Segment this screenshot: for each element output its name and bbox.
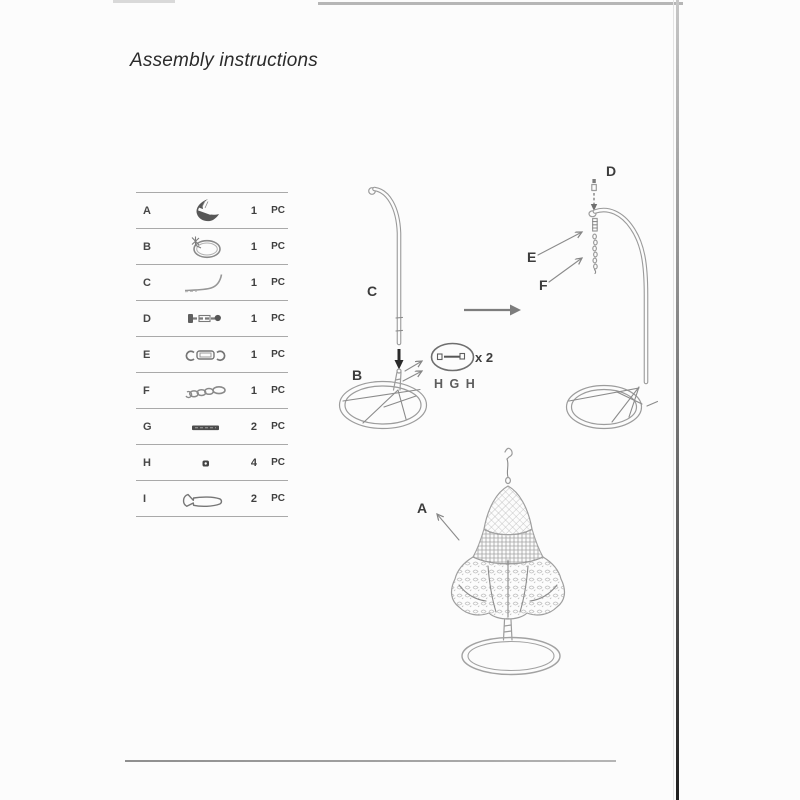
part-letter: F bbox=[143, 384, 150, 397]
part-unit: PC bbox=[271, 457, 285, 468]
parts-table-row bbox=[136, 192, 288, 228]
pin-label: D bbox=[606, 163, 617, 179]
part-qty: 1 bbox=[250, 312, 257, 325]
part-unit: PC bbox=[271, 241, 285, 252]
curved-pole-icon bbox=[167, 270, 243, 296]
step2-stand-assembled bbox=[527, 163, 658, 429]
parts-table-row bbox=[136, 480, 288, 517]
part-unit: PC bbox=[271, 385, 285, 396]
spring-link-icon bbox=[167, 342, 243, 368]
part-qty: 4 bbox=[250, 456, 257, 469]
part-letter: H bbox=[143, 456, 151, 469]
part-qty: 2 bbox=[250, 420, 257, 433]
part-qty: 1 bbox=[250, 240, 257, 253]
bolt-pin-icon bbox=[167, 306, 243, 332]
spring-chain-illustration bbox=[593, 219, 598, 274]
parts-table-row bbox=[136, 336, 288, 372]
hanging-chair-icon bbox=[167, 198, 243, 224]
chair-label: A bbox=[417, 500, 428, 516]
insert-down-arrow bbox=[395, 349, 404, 370]
hardware-callout bbox=[432, 344, 494, 392]
base-ring-assembled-illustration bbox=[567, 386, 658, 429]
part-qty: 1 bbox=[250, 204, 257, 217]
wrench-icon bbox=[167, 486, 243, 512]
parts-table bbox=[136, 192, 288, 517]
hanging-chair-illustration bbox=[452, 448, 565, 674]
page-title: Assembly instructions bbox=[130, 50, 318, 71]
part-letter: I bbox=[143, 492, 147, 505]
part-qty: 1 bbox=[250, 348, 257, 361]
part-qty: 2 bbox=[250, 492, 257, 505]
parts-table-row bbox=[136, 408, 288, 444]
part-unit: PC bbox=[271, 421, 285, 432]
part-letter: A bbox=[143, 204, 151, 217]
rod-bolt-icon bbox=[167, 414, 243, 440]
step3-chair bbox=[417, 448, 564, 674]
chain-icon bbox=[167, 378, 243, 404]
part-letter: E bbox=[143, 348, 151, 361]
part-letter: B bbox=[143, 240, 151, 253]
pole-label: C bbox=[367, 283, 378, 299]
pin-insert-arrow bbox=[591, 193, 597, 211]
part-unit: PC bbox=[271, 349, 285, 360]
parts-table-row bbox=[136, 444, 288, 480]
part-unit: PC bbox=[271, 277, 285, 288]
pin-part-icon bbox=[592, 179, 597, 191]
nut-icon bbox=[167, 450, 243, 476]
step1-stand-exploded bbox=[340, 188, 427, 429]
bolt-detail-icon bbox=[438, 354, 465, 360]
part-qty: 1 bbox=[250, 384, 257, 397]
scan-edge-top-faint bbox=[113, 0, 175, 3]
base-ring-icon bbox=[167, 234, 243, 260]
part-unit: PC bbox=[271, 493, 285, 504]
parts-table-row bbox=[136, 264, 288, 300]
part-letter: G bbox=[143, 420, 152, 433]
part-letter: C bbox=[143, 276, 151, 289]
base-ring-illustration bbox=[340, 382, 427, 429]
parts-table-row bbox=[136, 300, 288, 336]
parts-table-row bbox=[136, 372, 288, 408]
scan-edge-top bbox=[318, 2, 683, 5]
part-unit: PC bbox=[271, 313, 285, 324]
chain-label: F bbox=[539, 277, 548, 293]
part-unit: PC bbox=[271, 205, 285, 216]
transition-arrow bbox=[464, 305, 521, 316]
hardware-qty-label: x 2 bbox=[475, 350, 494, 365]
scan-edge-bottom bbox=[125, 760, 616, 762]
spring-label: E bbox=[527, 249, 537, 265]
hardware-parts-label: H G H bbox=[434, 377, 477, 391]
scan-edge-right bbox=[676, 0, 679, 800]
base-label: B bbox=[352, 367, 363, 383]
scan-edge-right-inner bbox=[673, 0, 674, 800]
part-letter: D bbox=[143, 312, 151, 325]
parts-table-row bbox=[136, 228, 288, 264]
part-qty: 1 bbox=[250, 276, 257, 289]
